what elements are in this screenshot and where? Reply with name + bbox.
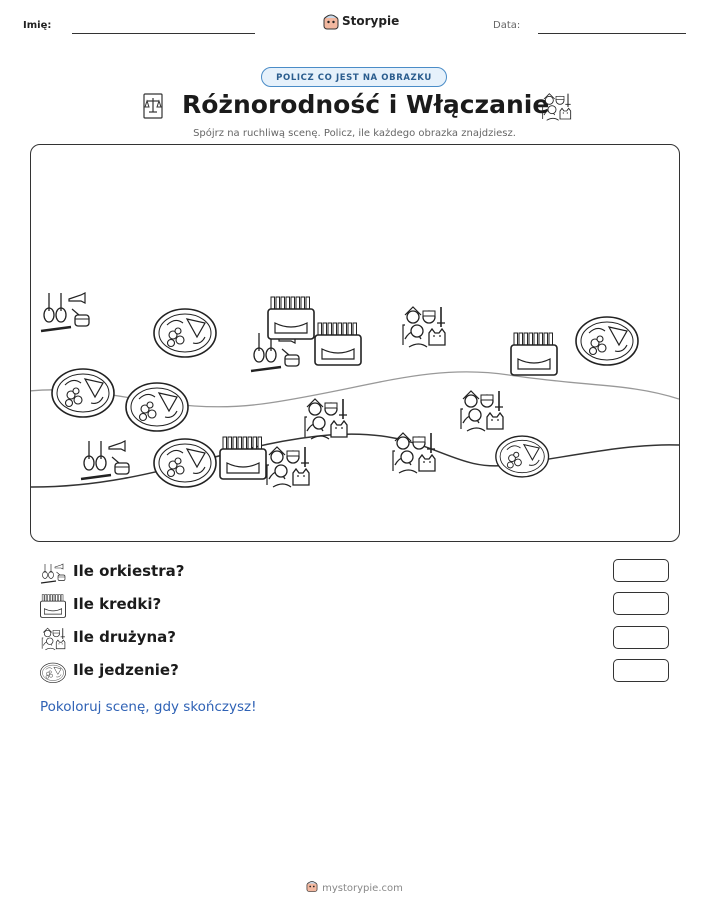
scale-icon — [140, 92, 166, 120]
answer-box[interactable] — [613, 559, 669, 582]
question-text: Ile jedzenie? — [73, 661, 179, 679]
question-text: Ile kredki? — [73, 595, 162, 613]
crayons-item — [268, 297, 314, 339]
team-item — [267, 447, 309, 487]
answer-box[interactable] — [613, 592, 669, 615]
orchestra-item — [41, 293, 89, 331]
food-item — [126, 383, 188, 431]
food-item — [496, 436, 549, 477]
answer-box[interactable] — [613, 659, 669, 682]
coloring-instruction: Pokoloruj scenę, gdy skończysz! — [40, 699, 257, 715]
crayons-icon — [40, 593, 66, 619]
orchestra-icon — [40, 560, 66, 586]
page-title: Różnorodność i Włączanie — [182, 90, 550, 119]
food-item — [576, 317, 638, 365]
footer-url[interactable]: mystorypie.com — [322, 883, 403, 894]
food-item — [52, 369, 114, 417]
name-line[interactable] — [72, 33, 255, 34]
storypie-footer-icon — [306, 880, 318, 893]
brand-name: Storypie — [342, 14, 400, 28]
crayons-item — [511, 333, 557, 375]
team-title-icon — [540, 91, 572, 123]
team-item — [461, 391, 503, 431]
food-item — [154, 309, 216, 357]
team-item — [403, 307, 445, 347]
crayons-item — [220, 437, 266, 479]
question-text: Ile orkiestra? — [73, 562, 185, 580]
team-icon — [40, 626, 66, 652]
date-line[interactable] — [538, 33, 686, 34]
question-text: Ile drużyna? — [73, 628, 176, 646]
team-item — [305, 399, 347, 439]
food-icon — [40, 659, 66, 685]
orchestra-item — [81, 441, 129, 479]
storypie-logo-icon — [323, 13, 339, 31]
team-item — [393, 433, 435, 473]
page-subtitle: Spójrz na ruchliwą scenę. Policz, ile każdego obrazka znajdziesz. — [193, 128, 516, 139]
activity-badge: POLICZ CO JEST NA OBRAZKU — [261, 67, 447, 87]
counting-scene — [30, 144, 680, 542]
answer-box[interactable] — [613, 626, 669, 649]
crayons-item — [315, 323, 361, 365]
name-label: Imię: — [23, 20, 52, 31]
date-label: Data: — [493, 20, 521, 31]
scene-illustration — [30, 144, 679, 541]
footer — [0, 880, 709, 894]
food-item — [154, 439, 216, 487]
